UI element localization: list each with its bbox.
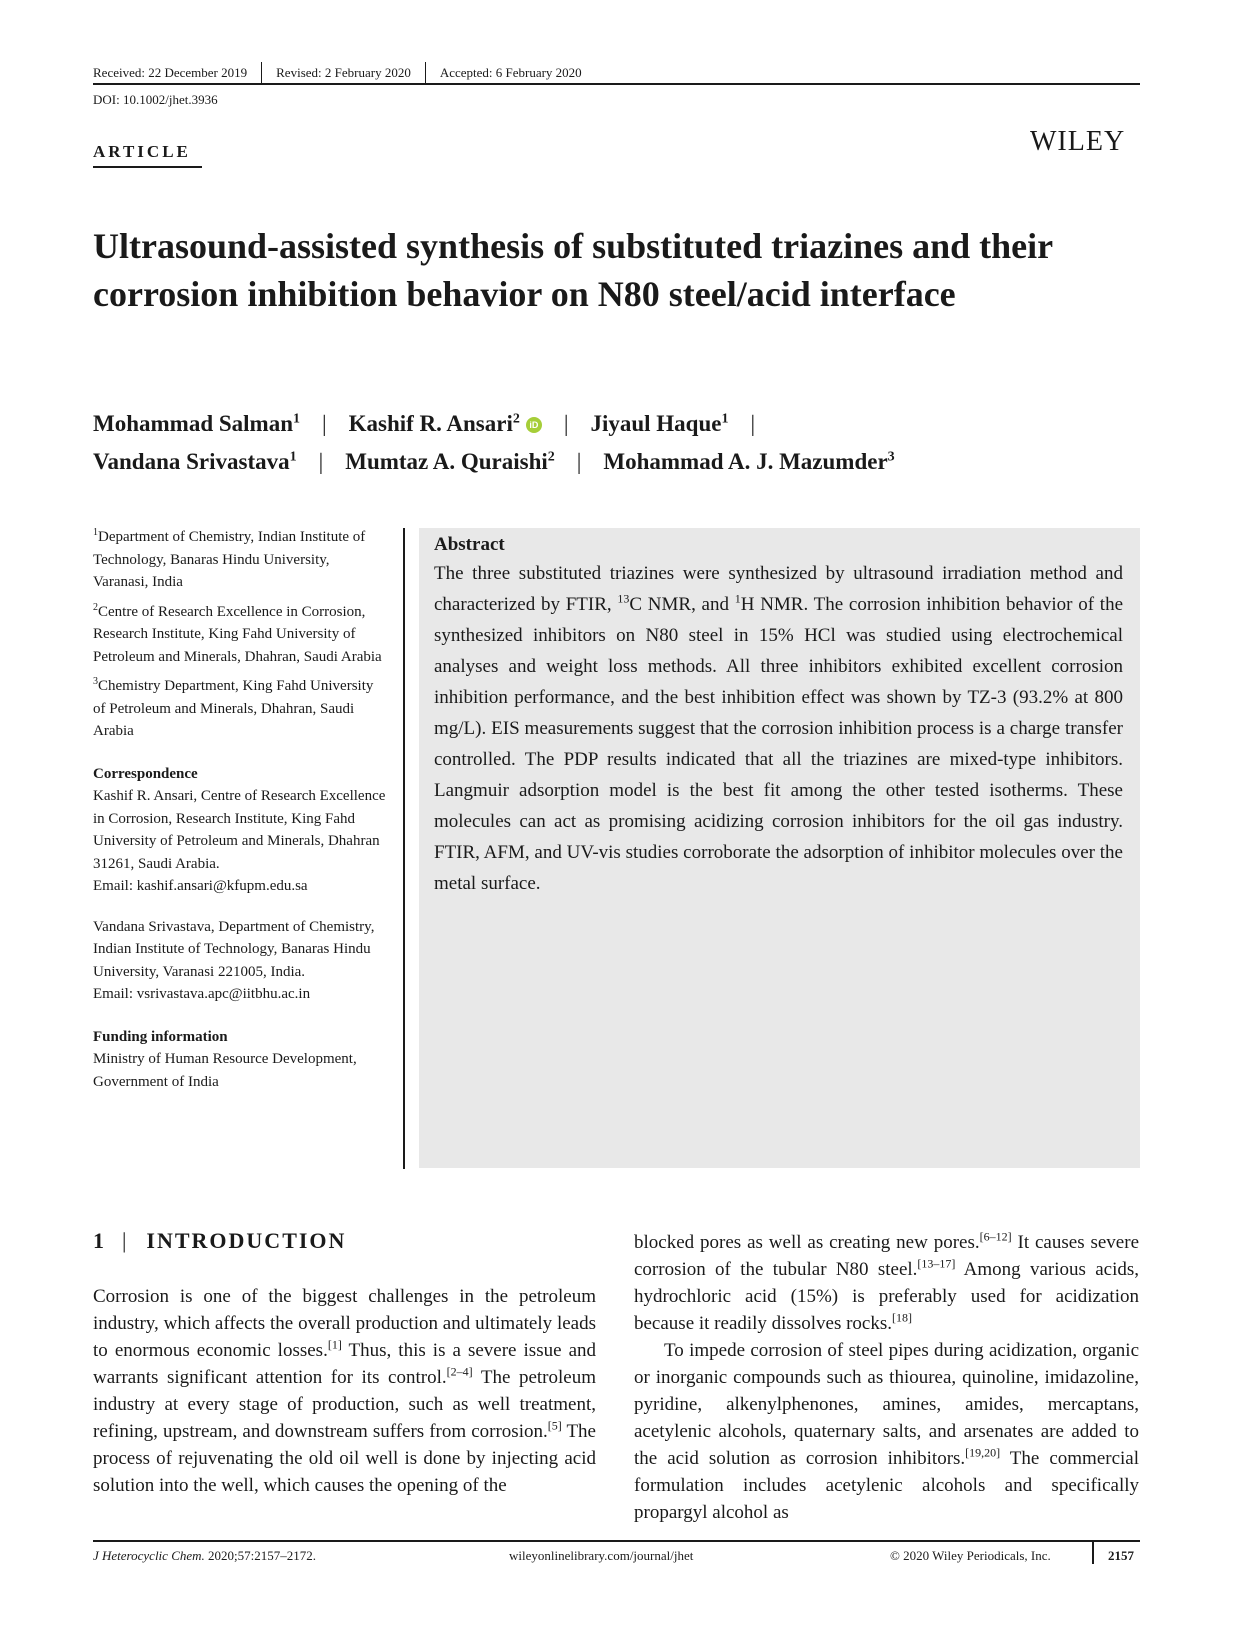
body-column-left bbox=[93, 1283, 596, 1499]
citation[interactable]: [5] bbox=[547, 1418, 562, 1433]
affiliation: $^3$Chemistry Department, King Fahd University of Petroleum and Minerals, Dhahran, Saudi Arabia bbox=[93, 676, 374, 739]
abstract-text: The three substituted triazines were synthesized by ultrasound irradiation method and characterized by FTIR, $^{13}$C NMR, and $^1$H NMR. The corrosion inhibition behavior of the synthesized inhibitors on N80 steel in 15% HCl was studied using electrochemical analyses and weight loss methods. All three inhibitors exhibited excellent corrosion inhibition performance, and the best inhibition effect was shown by TZ-3 (93.2% at 800 mg/L). EIS measurements suggest that the corrosion inhibition process is a charge transfer controlled. The PDP results indicated that all the triazines are mixed-type inhibitors. Langmuir adsorption model is the best fit among the other tested isotherms. These molecules can act as promising acidizing corrosion inhibitors for the oil gas industry. FTIR, AFM, and UV-vis studies corroborate the adsorption of inhibitor molecules over the metal surface. bbox=[434, 563, 1123, 894]
author: Vandana Srivastava$^1$ bbox=[93, 449, 297, 474]
correspondence-address: Vandana Srivastava, Department of Chemistry, Indian Institute of Technology, Banaras Hindu University, Varanasi 221005, India. bbox=[93, 918, 375, 980]
correspondence-email[interactable]: Email: vsrivastava.apc@iitbhu.ac.in bbox=[93, 986, 311, 1002]
footer-rule bbox=[93, 1540, 1140, 1542]
header-rule bbox=[93, 83, 1140, 85]
abstract-heading: Abstract bbox=[434, 534, 505, 555]
correspondence-heading: Correspondence bbox=[93, 765, 198, 782]
paragraph: To impede corrosion of steel pipes during acidization, organic or inorganic compounds such as thiourea, quinoline, imidazoline, pyridine, alkenylphenones, amines, amides, mercaptans, acetylenic alcohols, quaternary salts, and arsenates are added to the acid solution as corrosion inhibitors.[19,20] The commercial formulation includes acetylenic alcohols and specifically propargyl alcohol as bbox=[634, 1340, 1140, 1523]
correspondence-email[interactable]: Email: kashif.ansari@kfupm.edu.sa bbox=[93, 878, 308, 894]
affiliation: $^2$Centre of Research Excellence in Corrosion, Research Institute, King Fahd University of Petroleum and Minerals, Dhahran, Saudi Arabia bbox=[93, 601, 382, 665]
correspondence-address: Kashif R. Ansari, Centre of Research Excellence in Corrosion, Research Institute, King Fahd University of Petroleum and Minerals, Dhahran 31261, Saudi Arabia. bbox=[93, 788, 386, 872]
author: Kashif R. Ansari$^2$ iD bbox=[349, 411, 542, 436]
citation[interactable]: [2–4] bbox=[446, 1364, 473, 1379]
paragraph: Corrosion is one of the biggest challenges in the petroleum industry, which affects the overall production and ultimately leads to enormous economic losses.[1] Thus, this is a severe issue and warrants significant attention for its control.[2–4] The petroleum industry at every stage of production, such as well treatment, refining, upstream, and downstream suffers from corrosion.[5] The process of rejuvenating the old oil well is done by injecting acid solution into the well, which causes the opening of the bbox=[93, 1286, 596, 1496]
author-list: Mohammad Salman$^1$ | Kashif R. Ansari$^2$ iD | Jiyaul Haque$^1$ | Vandana Srivastava$^1$ | Mumtaz A. Quraishi$^2$ | Mohammad A. J. Mazumder$^3$ bbox=[93, 411, 895, 474]
funding-text: Ministry of Human Resource Development, Government of India bbox=[93, 1051, 357, 1090]
doi: DOI: 10.1002/jhet.3936 bbox=[93, 92, 218, 107]
paper-title: Ultrasound-assisted synthesis of substituted triazines and their corrosion inhibition behavior on N80 steel/acid interface bbox=[93, 226, 1053, 314]
author: Mumtaz A. Quraishi$^2$ bbox=[345, 449, 555, 474]
date-separator bbox=[261, 62, 262, 84]
article-dates bbox=[93, 62, 596, 84]
author: Mohammad A. J. Mazumder$^3$ bbox=[603, 449, 895, 474]
paragraph: blocked pores as well as creating new pores.[6–12] It causes severe corrosion of the tubular N80 steel.[13–17] Among various acids, hydrochloric acid (15%) is preferably used for acidization because it readily dissolves rocks.[18] bbox=[634, 1229, 1139, 1334]
abstract-box bbox=[419, 528, 1140, 1168]
section-number: 1 bbox=[93, 1228, 106, 1253]
footer-url[interactable]: wileyonlinelibrary.com/journal/jhet bbox=[509, 1548, 694, 1563]
article-type-label: ARTICLE bbox=[93, 142, 191, 161]
article-label-underline bbox=[93, 166, 202, 168]
affiliation: $^1$Department of Chemistry, Indian Institute of Technology, Banaras Hindu University, Varanasi, India bbox=[93, 527, 366, 590]
sidebar-divider bbox=[403, 528, 405, 1169]
received-date: Received: 22 December 2019 bbox=[93, 65, 248, 80]
footer-copyright: © 2020 Wiley Periodicals, Inc. bbox=[890, 1548, 1051, 1563]
citation[interactable]: [6–12] bbox=[979, 1229, 1012, 1244]
citation[interactable]: [19,20] bbox=[965, 1445, 1001, 1460]
author: Mohammad Salman$^1$ bbox=[93, 411, 300, 436]
footer-citation: J Heterocyclic Chem. 2020;57:2157–2172. bbox=[93, 1548, 317, 1563]
footer-separator bbox=[1092, 1542, 1094, 1564]
section-heading: 1 | INTRODUCTION bbox=[93, 1228, 347, 1253]
page-number: 2157 bbox=[1108, 1548, 1134, 1563]
orcid-icon[interactable]: iD bbox=[526, 417, 542, 433]
sidebar bbox=[93, 526, 388, 1093]
citation[interactable]: [18] bbox=[892, 1310, 913, 1325]
revised-date: Revised: 2 February 2020 bbox=[276, 65, 411, 80]
author: Jiyaul Haque$^1$ bbox=[590, 411, 729, 436]
section-title: INTRODUCTION bbox=[146, 1228, 347, 1253]
publisher-logo: WILEY bbox=[1030, 126, 1126, 157]
body-column-right bbox=[634, 1229, 1139, 1526]
date-separator bbox=[425, 62, 426, 84]
citation[interactable]: [13–17] bbox=[917, 1256, 956, 1271]
accepted-date: Accepted: 6 February 2020 bbox=[439, 65, 582, 80]
funding-heading: Funding information bbox=[93, 1028, 228, 1045]
citation[interactable]: [1] bbox=[327, 1337, 342, 1352]
